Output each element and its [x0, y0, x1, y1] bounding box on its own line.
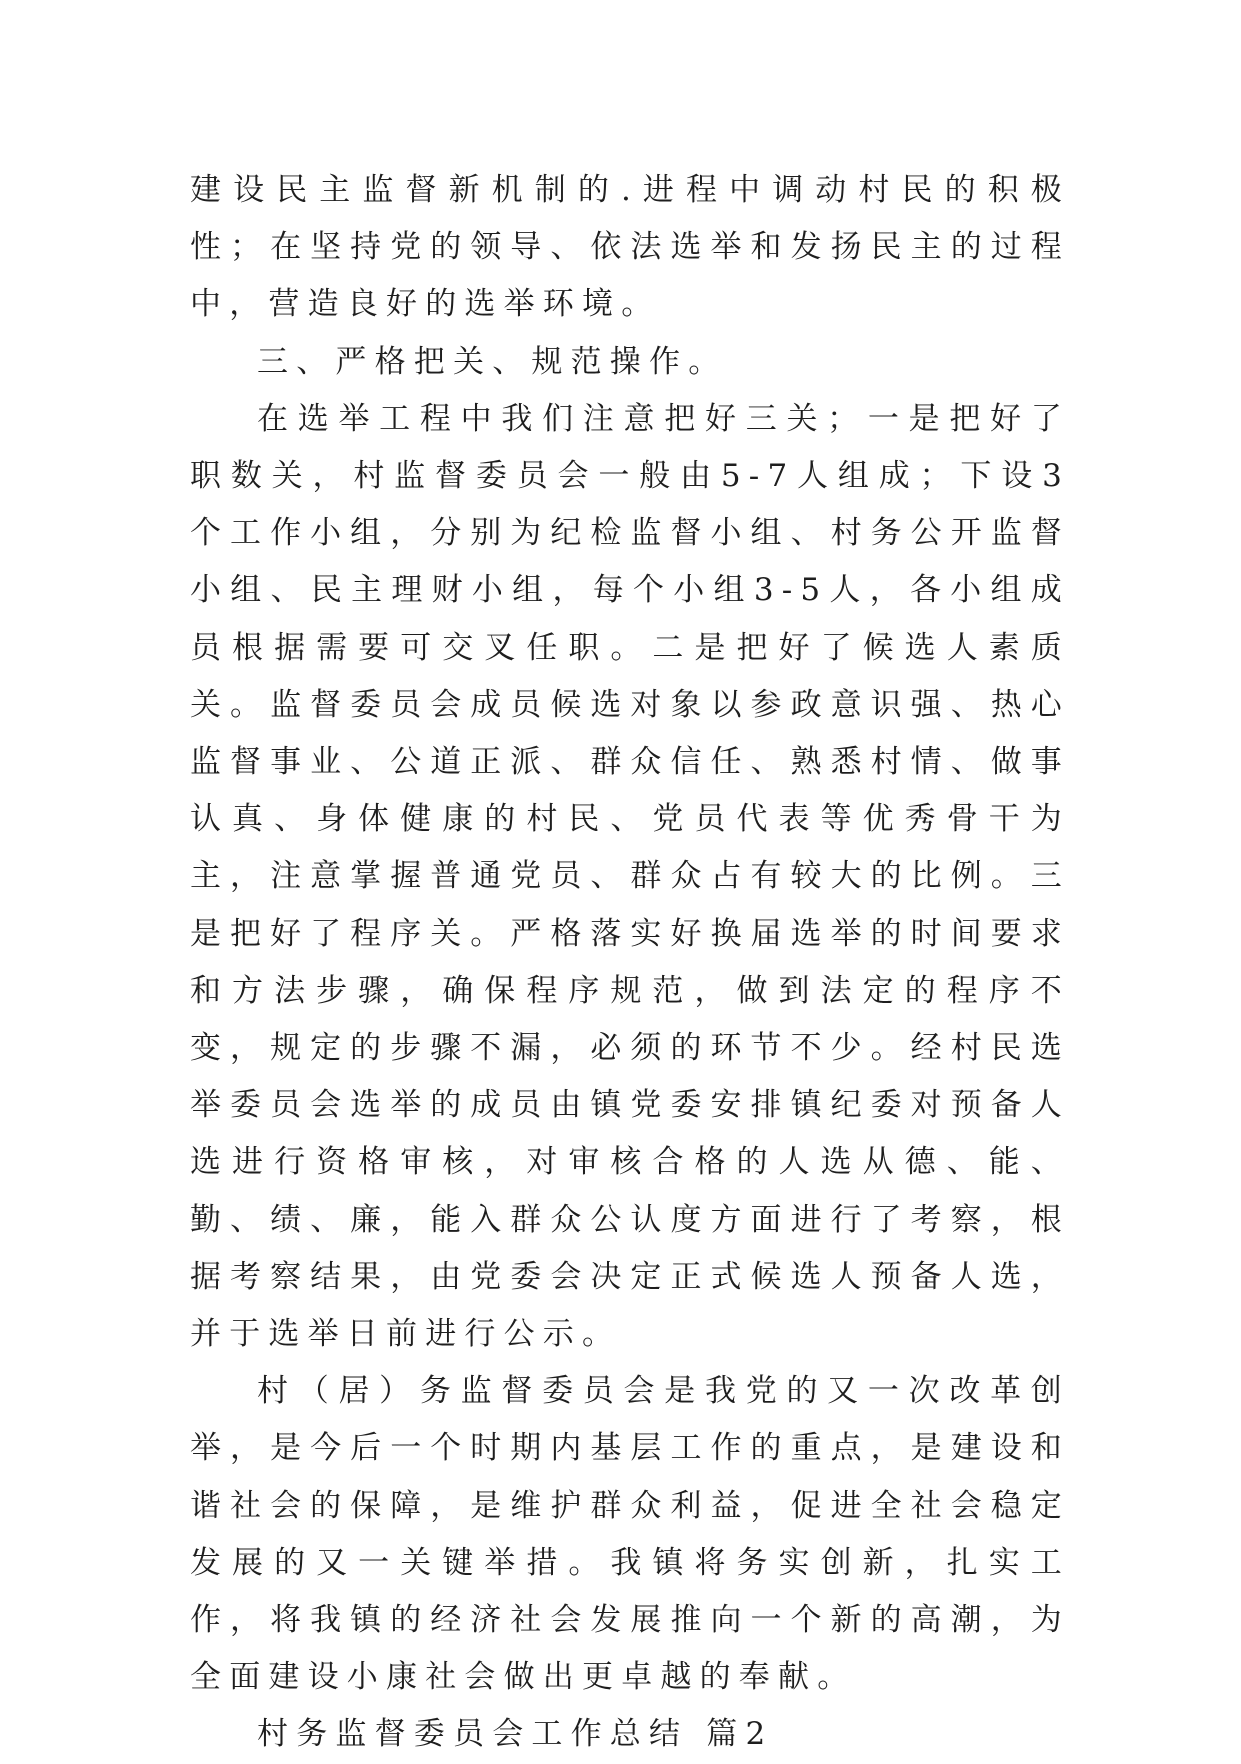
- paragraph-continuation: 建设民主监督新机制的.进程中调动村民的积极性；在坚持党的领导、依法选举和发扬民主的过程中，营造良好的选举环境。: [190, 172, 1070, 323]
- next-article-title: 村务监督委员会工作总结 篇2: [257, 1716, 774, 1753]
- section-heading: 三、严格把关、规范操作。: [257, 343, 728, 380]
- document-body: [190, 162, 1070, 1764]
- paragraph-conclusion: 村（居）务监督委员会是我党的又一次改革创举，是今后一个时期内基层工作的重点，是建设和谐社会的保障，是维护群众利益，促进全社会稳定发展的又一关键举措。我镇将务实创新，扎实工作，将我镇的经济社会发展推向一个新的高潮，为全面建设小康社会做出更卓越的奉献。: [190, 1373, 1070, 1696]
- paragraph-election-checks: 在选举工程中我们注意把好三关；一是把好了职数关，村监督委员会一般由5-7人组成；下设3个工作小组，分别为纪检监督小组、村务公开监督小组、民主理财小组，每个小组3-5人，各小组成员根据需要可交叉任职。二是把好了候选人素质关。监督委员会成员候选对象以参政意识强、热心监督事业、公道正派、群众信任、熟悉村情、做事认真、身体健康的村民、党员代表等优秀骨干为主，注意掌握普通党员、群众占有较大的比例。三是把好了程序关。严格落实好换届选举的时间要求和方法步骤，确保程序规范，做到法定的程序不变，规定的步骤不漏，必须的环节不少。经村民选举委员会选举的成员由镇党委安排镇纪委对预备人选进行资格审核，对审核合格的人选从德、能、勤、绩、廉，能入群众公认度方面进行了考察，根据考察结果，由党委会决定正式候选人预备人选，并于选举日前进行公示。: [190, 400, 1070, 1353]
